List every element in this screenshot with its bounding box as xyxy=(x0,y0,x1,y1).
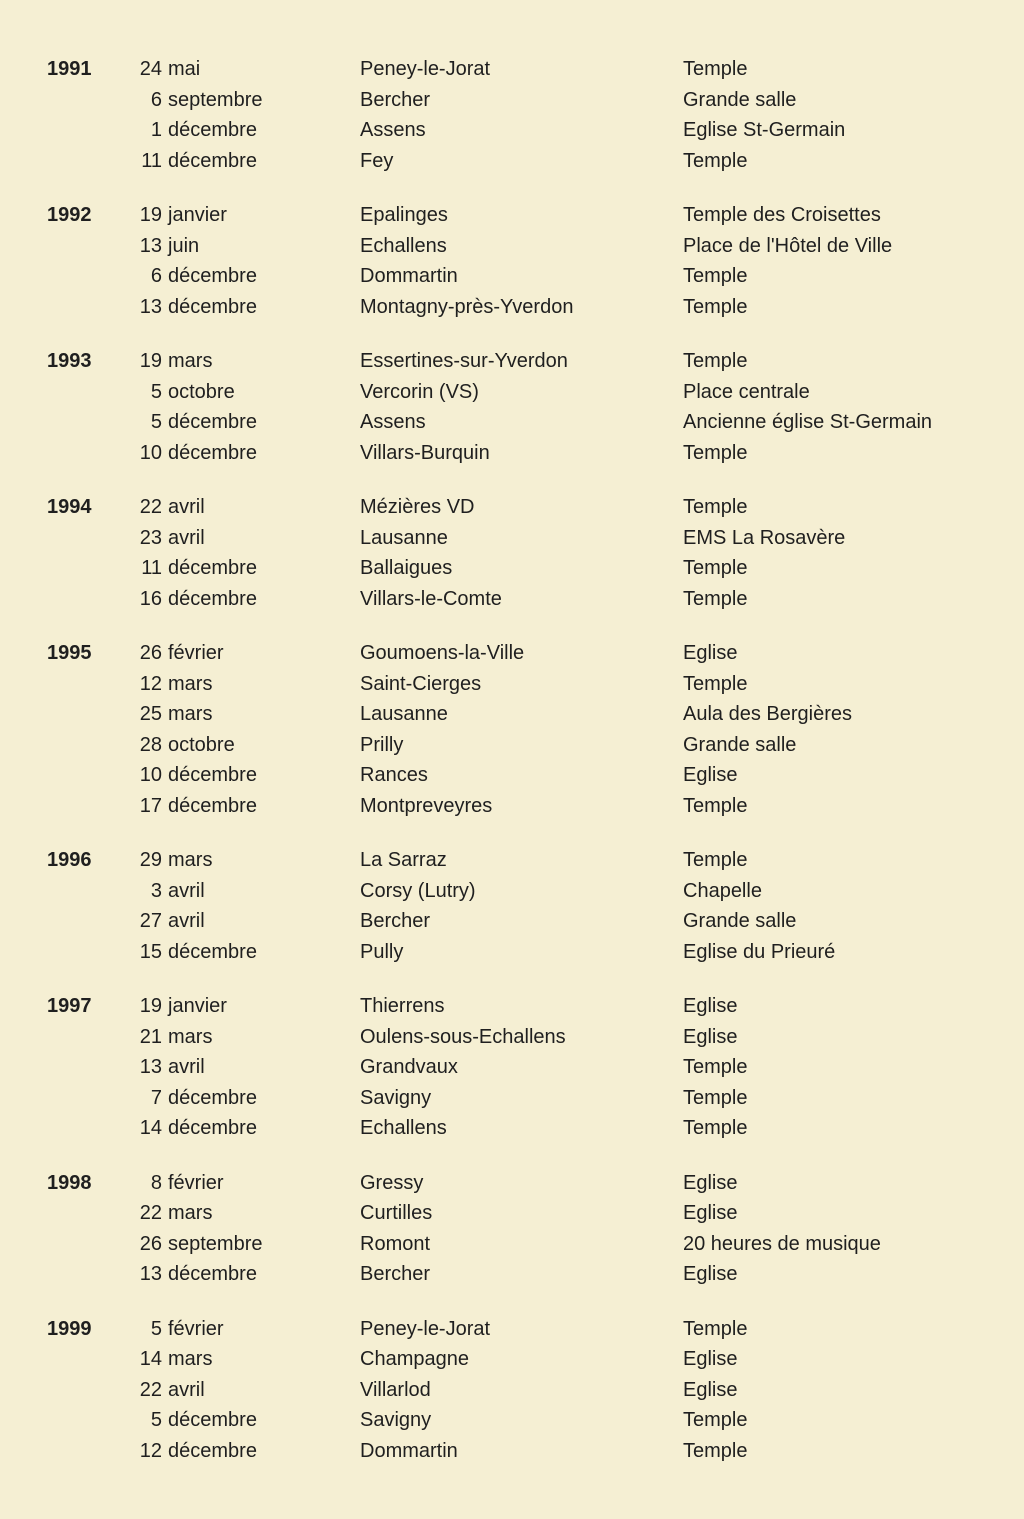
event-place: Lausanne xyxy=(360,526,448,549)
event-place: Dommartin xyxy=(360,1439,458,1462)
event-row xyxy=(47,906,1024,937)
year-label xyxy=(47,1375,138,1406)
event-place: Peney-le-Jorat xyxy=(360,58,491,80)
year-label xyxy=(47,699,138,730)
event-row xyxy=(47,669,1024,700)
event-row xyxy=(47,523,1024,554)
event-venue: Temple xyxy=(683,1086,748,1109)
event-venue: Eglise xyxy=(683,1025,738,1048)
year-section xyxy=(47,200,1024,322)
event-month: décembre xyxy=(168,295,257,318)
event-row xyxy=(47,760,1024,791)
event-row xyxy=(47,584,1024,615)
year-label xyxy=(47,876,138,907)
event-month: avril xyxy=(168,879,205,902)
year-section xyxy=(47,1168,1024,1290)
event-month: janvier xyxy=(168,995,227,1017)
event-place: Gressy xyxy=(360,1171,424,1194)
event-row xyxy=(47,1259,1024,1290)
event-row xyxy=(47,54,1024,85)
event-place: Romont xyxy=(360,1232,431,1255)
event-date xyxy=(138,1168,360,1199)
event-place: Corsy (Lutry) xyxy=(360,879,476,902)
event-row xyxy=(47,438,1024,469)
event-month: mars xyxy=(168,350,213,372)
event-row xyxy=(47,85,1024,116)
event-venue: Eglise xyxy=(683,995,738,1017)
event-date xyxy=(138,115,360,146)
event-day: 29 xyxy=(139,849,162,871)
year-section xyxy=(47,346,1024,468)
event-day: 22 xyxy=(139,1202,162,1224)
event-date xyxy=(138,438,360,469)
event-place: Villarlod xyxy=(360,1378,431,1401)
event-date xyxy=(138,1259,360,1290)
event-venue: Temple des Croisettes xyxy=(683,204,881,226)
event-row xyxy=(47,1052,1024,1083)
year-section xyxy=(47,845,1024,967)
year-label xyxy=(47,584,138,615)
event-month: décembre xyxy=(168,587,257,610)
event-month: juin xyxy=(168,234,200,257)
event-month: décembre xyxy=(168,441,257,464)
event-month: décembre xyxy=(168,1409,257,1431)
event-day: 26 xyxy=(139,1232,162,1255)
event-venue: Grande salle xyxy=(683,910,797,932)
event-month: décembre xyxy=(168,119,257,141)
event-date xyxy=(138,407,360,438)
event-venue: EMS La Rosavère xyxy=(683,526,846,549)
event-venue: Eglise xyxy=(683,1202,738,1224)
event-day: 3 xyxy=(150,879,162,902)
event-day: 19 xyxy=(139,350,162,372)
event-date xyxy=(138,1436,360,1467)
event-day: 27 xyxy=(139,910,162,932)
event-day: 15 xyxy=(139,940,162,963)
event-venue: Eglise xyxy=(683,1171,738,1194)
event-venue: Temple xyxy=(683,295,748,318)
event-date xyxy=(138,669,360,700)
event-place: Echallens xyxy=(360,234,447,257)
event-row xyxy=(47,407,1024,438)
event-date xyxy=(138,1083,360,1114)
event-date xyxy=(138,292,360,323)
event-day: 25 xyxy=(139,703,162,725)
event-place: Fey xyxy=(360,149,394,172)
year-label: 1991 xyxy=(47,58,92,80)
event-row xyxy=(47,1405,1024,1436)
year-label xyxy=(47,1405,138,1436)
event-date xyxy=(138,346,360,377)
event-row xyxy=(47,115,1024,146)
event-place: Savigny xyxy=(360,1409,432,1431)
event-place: Prilly xyxy=(360,733,404,756)
event-month: avril xyxy=(168,496,205,518)
event-month: décembre xyxy=(168,411,257,433)
event-day: 5 xyxy=(150,380,162,403)
year-label: 1997 xyxy=(47,995,92,1017)
event-place: Essertines-sur-Yverdon xyxy=(360,350,568,372)
event-venue: Temple xyxy=(683,58,748,80)
event-date xyxy=(138,1344,360,1375)
event-date xyxy=(138,937,360,968)
event-date xyxy=(138,1052,360,1083)
event-venue: Eglise du Prieuré xyxy=(683,940,836,963)
event-row xyxy=(47,377,1024,408)
event-row xyxy=(47,553,1024,584)
event-row xyxy=(47,292,1024,323)
year-label xyxy=(47,438,138,469)
event-place: Bercher xyxy=(360,88,431,111)
event-day: 22 xyxy=(139,1378,162,1401)
event-venue: Temple xyxy=(683,672,748,695)
event-month: décembre xyxy=(168,1086,257,1109)
event-month: mai xyxy=(168,58,201,80)
event-day: 28 xyxy=(139,733,162,756)
event-month: janvier xyxy=(168,204,227,226)
event-place: Thierrens xyxy=(360,995,445,1017)
event-month: avril xyxy=(168,1056,205,1078)
event-venue: Eglise xyxy=(683,1348,738,1370)
event-month: décembre xyxy=(168,1439,257,1462)
event-row xyxy=(47,1229,1024,1260)
year-label xyxy=(47,1229,138,1260)
event-day: 11 xyxy=(141,557,162,579)
event-place: Assens xyxy=(360,119,426,141)
event-venue: Eglise xyxy=(683,1378,738,1401)
event-day: 21 xyxy=(139,1025,162,1048)
event-place: Grandvaux xyxy=(360,1056,458,1078)
event-venue: Aula des Bergières xyxy=(683,703,852,725)
year-label: 1995 xyxy=(47,642,92,664)
event-day: 5 xyxy=(150,1317,162,1340)
year-label xyxy=(47,115,138,146)
event-row xyxy=(47,146,1024,177)
year-label xyxy=(47,1259,138,1290)
event-place: La Sarraz xyxy=(360,849,447,871)
event-date xyxy=(138,991,360,1022)
event-month: février xyxy=(168,642,224,664)
event-row xyxy=(47,1113,1024,1144)
event-venue: Temple xyxy=(683,1056,748,1078)
event-row xyxy=(47,699,1024,730)
event-venue: Temple xyxy=(683,149,748,172)
event-date xyxy=(138,1229,360,1260)
event-place: Dommartin xyxy=(360,265,458,287)
event-day: 16 xyxy=(139,587,162,610)
event-date xyxy=(138,553,360,584)
event-day: 11 xyxy=(141,149,162,172)
event-date xyxy=(138,791,360,822)
event-venue: Temple xyxy=(683,1317,748,1340)
event-month: octobre xyxy=(168,733,235,756)
event-place: Assens xyxy=(360,411,426,433)
event-date xyxy=(138,699,360,730)
event-date xyxy=(138,584,360,615)
year-label xyxy=(47,1344,138,1375)
event-month: décembre xyxy=(168,794,257,817)
event-venue: Temple xyxy=(683,794,748,817)
event-venue: Place centrale xyxy=(683,380,810,403)
event-month: mars xyxy=(168,1348,213,1370)
year-label xyxy=(47,85,138,116)
event-day: 23 xyxy=(139,526,162,549)
event-place: Pully xyxy=(360,940,404,963)
event-venue: Eglise xyxy=(683,1263,738,1285)
event-date xyxy=(138,906,360,937)
event-row xyxy=(47,791,1024,822)
event-month: avril xyxy=(168,910,205,932)
year-label xyxy=(47,669,138,700)
event-place: Montagny-près-Yverdon xyxy=(360,295,574,318)
year-label xyxy=(47,377,138,408)
event-day: 6 xyxy=(150,265,162,287)
event-row xyxy=(47,1083,1024,1114)
year-label xyxy=(47,523,138,554)
event-day: 26 xyxy=(139,642,162,664)
event-day: 17 xyxy=(139,794,162,817)
event-place: Bercher xyxy=(360,910,431,932)
event-day: 12 xyxy=(139,1439,162,1462)
event-place: Peney-le-Jorat xyxy=(360,1317,491,1340)
event-place: Villars-Burquin xyxy=(360,441,490,464)
event-place: Savigny xyxy=(360,1086,432,1109)
event-row xyxy=(47,1198,1024,1229)
event-row xyxy=(47,492,1024,523)
event-venue: Temple xyxy=(683,441,748,464)
event-row xyxy=(47,231,1024,262)
event-month: avril xyxy=(168,526,205,549)
event-date xyxy=(138,1375,360,1406)
event-venue: Place de l'Hôtel de Ville xyxy=(683,234,893,257)
year-label xyxy=(47,261,138,292)
event-venue: Temple xyxy=(683,496,748,518)
event-place: Curtilles xyxy=(360,1202,433,1224)
event-day: 6 xyxy=(150,88,162,111)
event-date xyxy=(138,85,360,116)
event-day: 5 xyxy=(150,411,162,433)
event-row xyxy=(47,845,1024,876)
year-label: 1993 xyxy=(47,350,92,372)
event-day: 19 xyxy=(139,204,162,226)
year-section xyxy=(47,1314,1024,1467)
event-month: décembre xyxy=(168,764,257,786)
event-month: mars xyxy=(168,672,213,695)
event-venue: Temple xyxy=(683,849,748,871)
event-row xyxy=(47,200,1024,231)
event-row xyxy=(47,1375,1024,1406)
event-date xyxy=(138,231,360,262)
event-date xyxy=(138,638,360,669)
event-day: 10 xyxy=(139,764,162,786)
event-venue: Grande salle xyxy=(683,88,797,111)
event-venue: 20 heures de musique xyxy=(683,1232,881,1255)
event-date xyxy=(138,1198,360,1229)
event-day: 14 xyxy=(139,1348,162,1370)
event-venue: Ancienne église St-Germain xyxy=(683,411,933,433)
event-month: février xyxy=(168,1171,224,1194)
event-row xyxy=(47,638,1024,669)
event-place: Saint-Cierges xyxy=(360,672,482,695)
event-row xyxy=(47,346,1024,377)
year-label: 1998 xyxy=(47,1171,92,1194)
event-date xyxy=(138,876,360,907)
year-label: 1994 xyxy=(47,496,92,518)
event-date xyxy=(138,200,360,231)
event-place: Villars-le-Comte xyxy=(360,587,502,610)
event-place: Montpreveyres xyxy=(360,794,493,817)
event-venue: Temple xyxy=(683,587,748,610)
event-day: 24 xyxy=(139,58,162,80)
event-place: Lausanne xyxy=(360,703,448,725)
event-venue: Temple xyxy=(683,1117,748,1139)
event-place: Echallens xyxy=(360,1117,447,1139)
year-label xyxy=(47,1113,138,1144)
event-date xyxy=(138,1314,360,1345)
event-month: septembre xyxy=(168,88,263,111)
event-row xyxy=(47,991,1024,1022)
event-month: avril xyxy=(168,1378,205,1401)
event-date xyxy=(138,54,360,85)
event-month: mars xyxy=(168,1202,213,1224)
event-place: Ballaigues xyxy=(360,557,453,579)
event-day: 13 xyxy=(139,234,162,257)
event-row xyxy=(47,1314,1024,1345)
event-month: mars xyxy=(168,849,213,871)
event-month: décembre xyxy=(168,557,257,579)
event-place: Mézières VD xyxy=(360,496,475,518)
event-day: 10 xyxy=(139,441,162,464)
event-row xyxy=(47,1436,1024,1467)
event-month: décembre xyxy=(168,265,257,287)
event-venue: Eglise xyxy=(683,642,738,664)
year-label xyxy=(47,791,138,822)
event-date xyxy=(138,377,360,408)
year-label: 1996 xyxy=(47,849,92,871)
event-place: Epalinges xyxy=(360,204,448,226)
event-venue: Grande salle xyxy=(683,733,797,756)
event-place: Rances xyxy=(360,764,428,786)
year-label xyxy=(47,1022,138,1053)
event-venue: Temple xyxy=(683,265,748,287)
event-venue: Eglise St-Germain xyxy=(683,119,846,141)
year-label xyxy=(47,407,138,438)
event-month: décembre xyxy=(168,1117,257,1139)
year-label: 1999 xyxy=(47,1317,92,1340)
year-section xyxy=(47,991,1024,1144)
event-place: Oulens-sous-Echallens xyxy=(360,1025,566,1048)
event-date xyxy=(138,523,360,554)
event-month: mars xyxy=(168,703,213,725)
event-venue: Temple xyxy=(683,557,748,579)
event-month: décembre xyxy=(168,1263,257,1285)
event-month: septembre xyxy=(168,1232,263,1255)
year-label xyxy=(47,760,138,791)
year-label xyxy=(47,906,138,937)
year-section xyxy=(47,638,1024,821)
event-row xyxy=(47,730,1024,761)
year-label xyxy=(47,1198,138,1229)
event-day: 22 xyxy=(139,496,162,518)
event-place: Vercorin (VS) xyxy=(360,380,479,403)
event-day: 13 xyxy=(139,295,162,318)
event-venue: Temple xyxy=(683,1409,748,1431)
year-label xyxy=(47,553,138,584)
event-day: 1 xyxy=(150,119,162,141)
year-label xyxy=(47,146,138,177)
event-place: Bercher xyxy=(360,1263,431,1285)
event-place: Goumoens-la-Ville xyxy=(360,642,525,664)
event-day: 13 xyxy=(139,1056,162,1078)
year-label xyxy=(47,730,138,761)
event-day: 7 xyxy=(150,1086,162,1109)
event-month: octobre xyxy=(168,380,235,403)
event-row xyxy=(47,1168,1024,1199)
event-date xyxy=(138,261,360,292)
year-label xyxy=(47,231,138,262)
event-month: décembre xyxy=(168,149,257,172)
year-label xyxy=(47,1083,138,1114)
event-month: mars xyxy=(168,1025,213,1048)
event-date xyxy=(138,492,360,523)
event-row xyxy=(47,1344,1024,1375)
event-day: 12 xyxy=(139,672,162,695)
event-date xyxy=(138,845,360,876)
event-month: février xyxy=(168,1317,224,1340)
event-date xyxy=(138,1022,360,1053)
year-label xyxy=(47,1436,138,1467)
year-section xyxy=(47,54,1024,176)
event-place: Champagne xyxy=(360,1348,469,1370)
event-date xyxy=(138,1405,360,1436)
event-date xyxy=(138,760,360,791)
year-label xyxy=(47,292,138,323)
year-label xyxy=(47,937,138,968)
event-day: 8 xyxy=(150,1171,162,1194)
event-day: 13 xyxy=(139,1263,162,1285)
year-label: 1992 xyxy=(47,204,92,226)
year-label xyxy=(47,1052,138,1083)
event-venue: Temple xyxy=(683,1439,748,1462)
event-row xyxy=(47,1022,1024,1053)
event-venue: Chapelle xyxy=(683,879,762,902)
event-date xyxy=(138,730,360,761)
event-row xyxy=(47,876,1024,907)
event-month: décembre xyxy=(168,940,257,963)
event-row xyxy=(47,937,1024,968)
event-day: 5 xyxy=(150,1409,162,1431)
event-venue: Eglise xyxy=(683,764,738,786)
event-date xyxy=(138,146,360,177)
event-day: 14 xyxy=(139,1117,162,1139)
year-section xyxy=(47,492,1024,614)
event-row xyxy=(47,261,1024,292)
event-date xyxy=(138,1113,360,1144)
event-venue: Temple xyxy=(683,350,748,372)
event-day: 19 xyxy=(139,995,162,1017)
